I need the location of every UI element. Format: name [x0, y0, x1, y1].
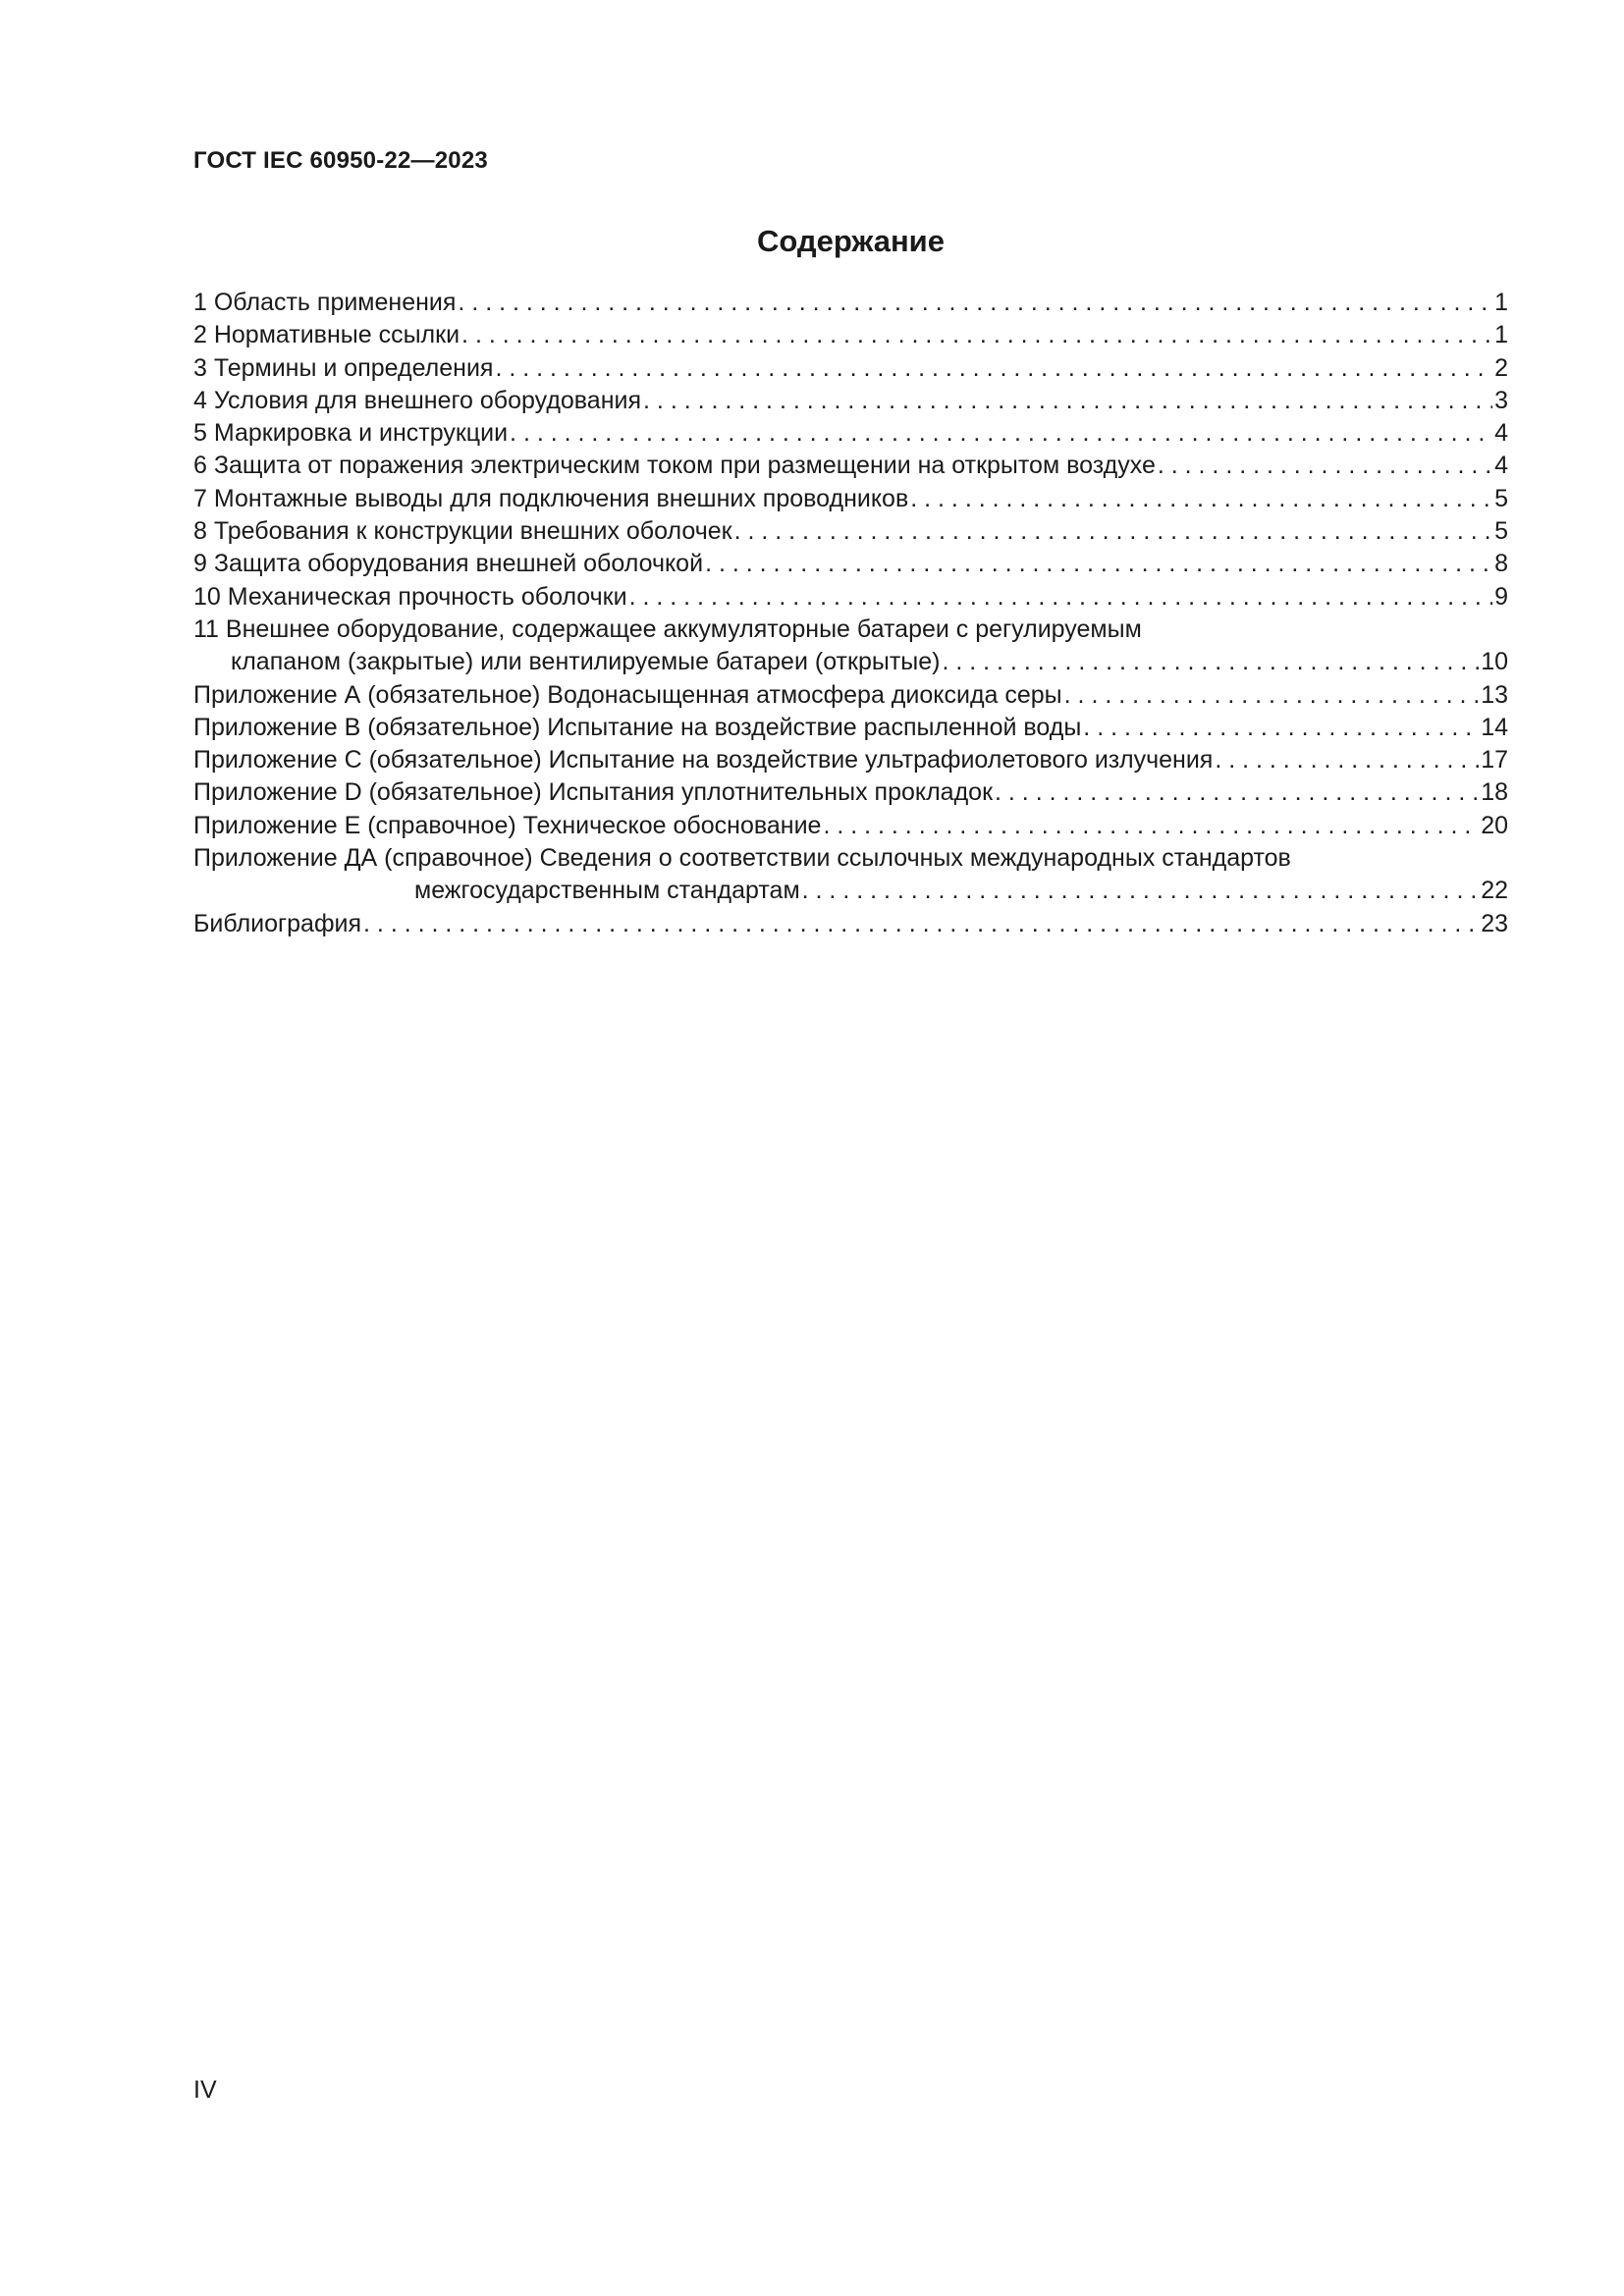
toc-entry-batteries[interactable]: [193, 614, 1508, 679]
toc-entry-label: 1 Область применения: [193, 289, 457, 316]
toc-entry-annex-e[interactable]: [193, 810, 1508, 842]
toc-entry-page: 5: [1494, 517, 1508, 546]
dot-leader: [1215, 744, 1479, 776]
toc-entry-label: 3 Термины и определения: [193, 353, 494, 382]
dot-leader: [461, 319, 1492, 351]
toc-entry-label: Приложение D (обязательное) Испытания уплотнительных прокладок: [193, 778, 994, 807]
toc-entry-annex-da[interactable]: [193, 842, 1508, 908]
toc-entry-shock-protection[interactable]: [193, 450, 1508, 482]
toc-entry-terms-definitions[interactable]: [193, 352, 1508, 385]
toc-entry-label-continued: межгосударственным стандартам: [414, 877, 800, 905]
toc-entry-scope[interactable]: [193, 287, 1508, 319]
toc-entry-mechanical-strength[interactable]: [193, 581, 1508, 614]
dot-leader: [1064, 679, 1480, 712]
table-of-contents: [193, 287, 1508, 940]
dot-leader: [510, 417, 1492, 450]
dot-leader: [802, 875, 1480, 907]
toc-entry-page: 13: [1481, 680, 1508, 709]
toc-entry-label: Приложение В (обязательное) Испытание на воздействие распыленной воды: [193, 713, 1082, 741]
toc-entry-label: 11 Внешнее оборудование, содержащее аккумуляторные батареи с регулируемым: [193, 614, 1142, 643]
toc-entry-enclosure-protection[interactable]: [193, 548, 1508, 580]
dot-leader: [1158, 450, 1492, 482]
dot-leader: [734, 515, 1493, 548]
toc-entry-page: 1: [1494, 321, 1508, 349]
toc-entry-page: 5: [1494, 484, 1508, 512]
toc-entry-page: 2: [1494, 353, 1508, 382]
toc-entry-page: 20: [1481, 811, 1508, 839]
toc-entry-label: 10 Механическая прочность оболочки: [193, 582, 627, 611]
document-code: ГОСТ IEC 60950-22—2023: [193, 147, 488, 174]
toc-entry-label: 6 Защита от поражения электрическим током при размещении на открытом воздухе: [193, 452, 1156, 480]
toc-entry-label: Библиография: [193, 909, 362, 937]
dot-leader: [942, 646, 1479, 678]
toc-entry-annex-d[interactable]: [193, 776, 1508, 809]
toc-entry-label: 2 Нормативные ссылки: [193, 321, 460, 349]
toc-entry-external-equipment-conditions[interactable]: [193, 385, 1508, 417]
toc-entry-page: 3: [1494, 386, 1508, 414]
toc-entry-annex-a[interactable]: [193, 679, 1508, 712]
toc-entry-annex-c[interactable]: [193, 744, 1508, 776]
toc-entry-label: 8 Требования к конструкции внешних оболочек: [193, 517, 732, 546]
dot-leader: [910, 483, 1492, 515]
toc-entry-page: 4: [1494, 419, 1508, 448]
toc-entry-page: 17: [1481, 746, 1508, 774]
toc-entry-normative-references[interactable]: [193, 319, 1508, 351]
toc-entry-bibliography[interactable]: [193, 908, 1508, 940]
dot-leader: [1083, 712, 1479, 744]
toc-entry-page: 10: [1481, 648, 1508, 676]
toc-entry-page: 8: [1494, 550, 1508, 578]
dot-leader: [363, 908, 1479, 940]
toc-entry-page: 1: [1494, 289, 1508, 316]
toc-entry-label: Приложение ДА (справочное) Сведения о соответствии ссылочных международных стандартов: [193, 844, 1291, 873]
toc-entry-page: 18: [1481, 778, 1508, 807]
toc-entry-label: Приложение А (обязательное) Водонасыщенная атмосфера диоксида серы: [193, 680, 1062, 709]
toc-entry-label: 4 Условия для внешнего оборудования: [193, 386, 642, 414]
dot-leader: [495, 352, 1492, 385]
toc-entry-label-continued: клапаном (закрытые) или вентилируемые батареи (открытые): [231, 648, 941, 676]
toc-entry-annex-b[interactable]: [193, 712, 1508, 744]
dot-leader: [629, 581, 1493, 614]
toc-entry-label: 5 Маркировка и инструкции: [193, 419, 509, 448]
toc-entry-label: Приложение С (обязательное) Испытание на воздействие ультрафиолетового излучения: [193, 746, 1214, 774]
dot-leader: [823, 810, 1479, 842]
dot-leader: [643, 385, 1492, 417]
toc-entry-wiring-terminals[interactable]: [193, 483, 1508, 515]
toc-entry-label: 7 Монтажные выводы для подключения внешних проводников: [193, 484, 909, 512]
page-number: IV: [193, 2076, 217, 2104]
toc-entry-page: 4: [1494, 452, 1508, 480]
dot-leader: [995, 776, 1479, 809]
toc-entry-page: 23: [1481, 909, 1508, 937]
toc-entry-label: Приложение Е (справочное) Техническое обоснование: [193, 811, 822, 839]
toc-entry-marking-instructions[interactable]: [193, 417, 1508, 450]
toc-entry-page: 22: [1481, 877, 1508, 905]
toc-entry-page: 14: [1481, 713, 1508, 741]
dot-leader: [705, 548, 1492, 580]
toc-entry-label: 9 Защита оборудования внешней оболочкой: [193, 550, 704, 578]
toc-title: Содержание: [757, 224, 945, 258]
toc-entry-enclosure-construction[interactable]: [193, 515, 1508, 548]
dot-leader: [458, 287, 1492, 319]
toc-entry-page: 9: [1494, 582, 1508, 611]
